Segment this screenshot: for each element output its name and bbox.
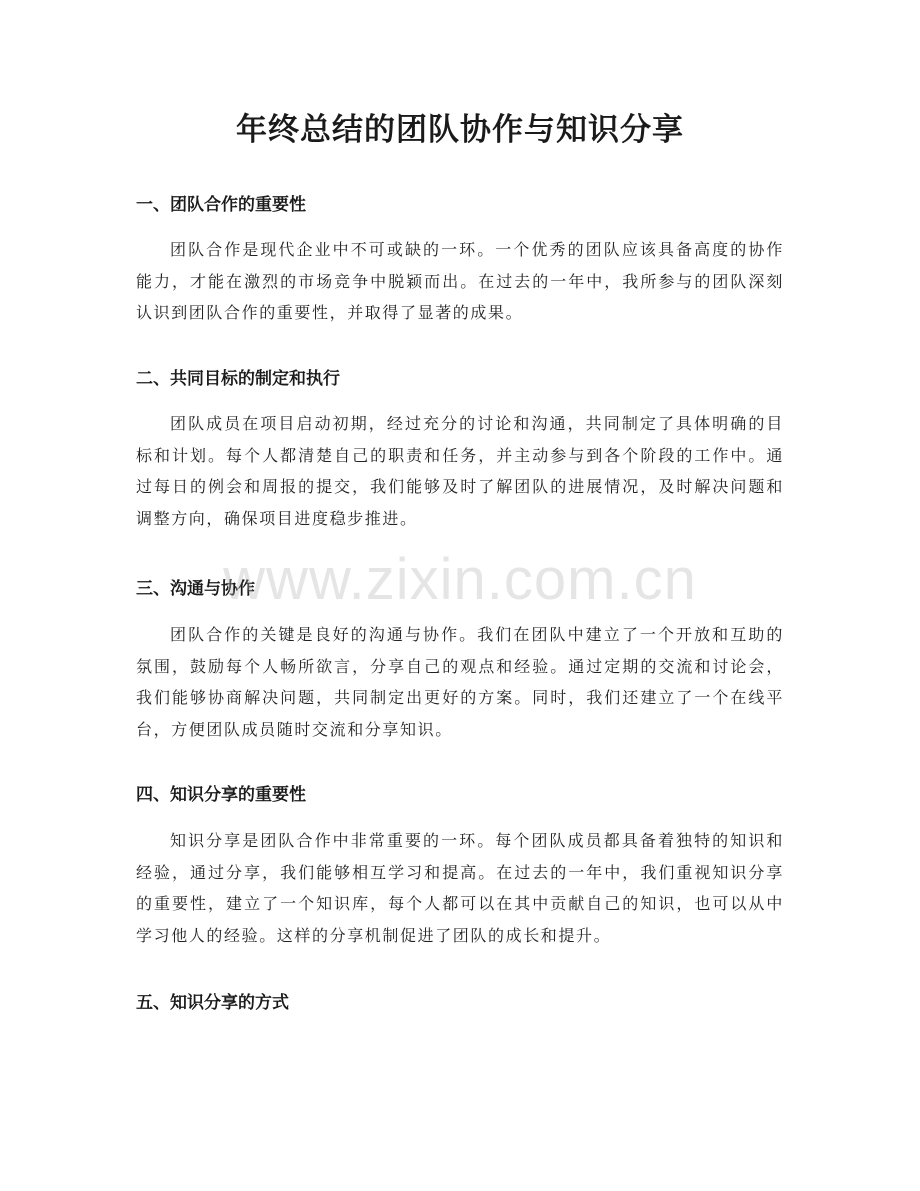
section-heading-1: 一、团队合作的重要性 — [136, 195, 306, 215]
section-paragraph-3: 团队合作的关键是良好的沟通与协作。我们在团队中建立了一个开放和互助的氛围，鼓励每个人畅所欲言，分享自己的观点和经验。通过定期的交流和讨论会，我们能够协商解决问题，共同制定出更好的方案。同时，我们还建立了一个在线平台，方便团队成员随时交流和分享知识。 — [136, 625, 784, 739]
section-paragraph-1: 团队合作是现代企业中不可或缺的一环。一个优秀的团队应该具备高度的协作能力，才能在激烈的市场竞争中脱颖而出。在过去的一年中，我所参与的团队深刻认识到团队合作的重要性，并取得了显著的成果。 — [136, 240, 784, 322]
section-heading-2: 二、共同目标的制定和执行 — [136, 369, 340, 389]
section-paragraph-4: 知识分享是团队合作中非常重要的一环。每个团队成员都具备着独特的知识和经验，通过分享，我们能够相互学习和提高。在过去的一年中，我们重视知识分享的重要性，建立了一个知识库，每个人都可以在其中贡献自己的知识，也可以从中学习他人的经验。这样的分享机制促进了团队的成长和提升。 — [136, 831, 784, 945]
section-paragraph-2: 团队成员在项目启动初期，经过充分的讨论和沟通，共同制定了具体明确的目标和计划。每个人都清楚自己的职责和任务，并主动参与到各个阶段的工作中。通过每日的例会和周报的提交，我们能够及时了解团队的进展情况，及时解决问题和调整方向，确保项目进度稳步推进。 — [136, 414, 784, 528]
section-heading-3: 三、沟通与协作 — [136, 579, 255, 599]
section-heading-4: 四、知识分享的重要性 — [136, 785, 306, 805]
document-title: 年终总结的团队协作与知识分享 — [236, 112, 684, 148]
watermark: www.zixin.com.cn — [223, 547, 697, 612]
section-heading-5: 五、知识分享的方式 — [136, 993, 289, 1013]
